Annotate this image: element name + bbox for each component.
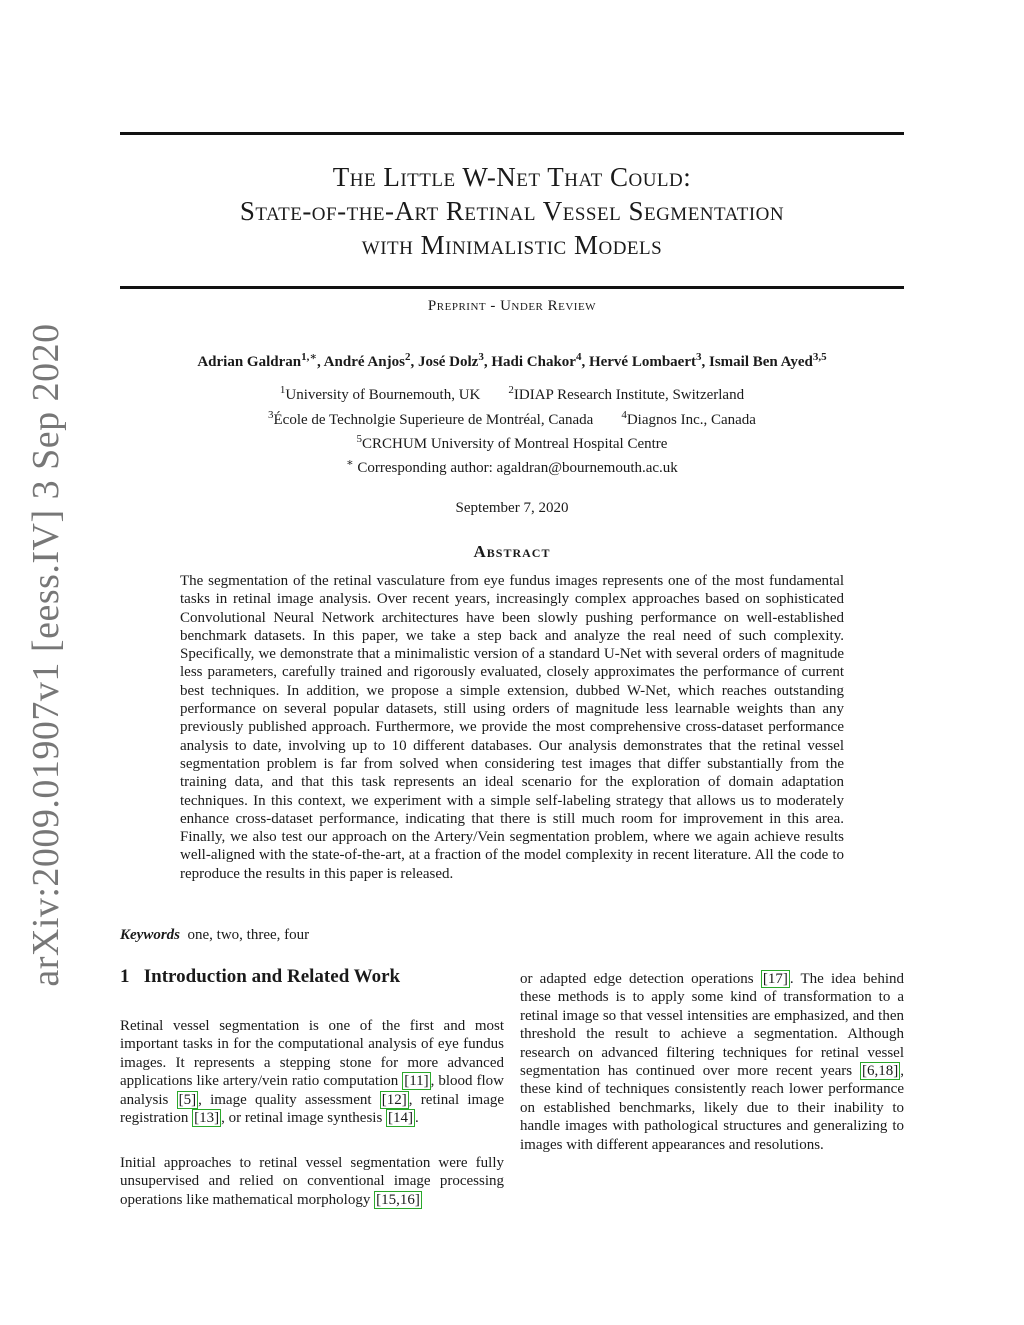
title-line-1: The Little W-Net That Could: <box>332 162 692 192</box>
author <box>323 351 418 370</box>
text-run: or adapted edge detection operations <box>520 971 761 987</box>
section-heading <box>120 966 400 988</box>
bottom-title-rule <box>120 286 904 289</box>
arxiv-stamp: arXiv:2009.01907v1 [eess.IV] 3 Sep 2020 <box>25 323 67 987</box>
paper-date: September 7, 2020 <box>455 500 569 516</box>
text-run: , these kind of techniques consistently reach lower performance on established benchmarks, likely due to their inability to handle images with pathological structures and generalizing to images with different appearances and resolutions. <box>520 1063 904 1153</box>
author-sep: , <box>701 354 709 370</box>
author-name: Adrian Galdran <box>197 354 302 370</box>
section-number: 1 <box>120 966 130 987</box>
citation-link[interactable]: [17] <box>762 971 788 987</box>
corresponding-author <box>120 456 904 477</box>
corresponding-text: Corresponding author: agaldran@bournemouth.ac.uk <box>357 460 678 476</box>
text-run: Retinal vessel segmentation is one of the first and most important tasks in for the computational analysis of eye fundus images. It represents a stepping stone for more advanced applications like artery/vein ratio computation <box>120 1018 504 1090</box>
text-run: , or retinal image synthesis <box>221 1110 387 1127</box>
author <box>491 351 589 370</box>
author-sep: , <box>483 354 492 370</box>
author-sup: 4 <box>575 351 582 363</box>
keywords-line <box>120 927 309 944</box>
keywords-label: Keywords <box>120 927 180 943</box>
affiliation-sup: 5 <box>356 433 363 445</box>
author <box>197 351 324 370</box>
affiliation-line-2 <box>120 409 904 429</box>
title-line-3: with Minimalistic Models <box>361 230 663 260</box>
citation-link[interactable]: [11] <box>404 1073 429 1090</box>
affiliation: IDIAP Research Institute, Switzerland <box>513 387 745 403</box>
author-sep: , <box>316 354 324 370</box>
intro-paragraph-2 <box>120 1154 504 1209</box>
keywords-value: one, two, three, four <box>187 927 310 943</box>
text-run: . The idea behind these methods is to apply some kind of transformation to a retinal image so that vessel intensities are emphasized, and then threshold the result to achieve a segmentation. Although research on advanced filtering techniques for retinal vessel segmentation has continued over more recent years <box>520 971 904 1080</box>
author <box>588 351 709 370</box>
author-sup: 2 <box>404 351 411 363</box>
affiliation-sup: 4 <box>621 409 627 421</box>
author-sep: , <box>581 354 589 370</box>
author <box>417 351 492 370</box>
author-list <box>120 350 904 371</box>
author-sup: 3 <box>696 351 702 363</box>
affiliation: University of Bournemouth, UK <box>285 387 481 403</box>
title-line-2: State-of-the-Art Retinal Vessel Segmentation <box>239 196 785 226</box>
abstract-heading: Abstract <box>473 542 551 561</box>
top-rule <box>120 132 904 135</box>
citation-link[interactable]: [13] <box>194 1110 220 1127</box>
affiliation-sup: 2 <box>508 384 514 396</box>
author-sep: , <box>410 354 418 370</box>
author <box>709 351 827 370</box>
author-name: Hadi Chakor <box>491 354 576 370</box>
intro-paragraph-1 <box>120 1017 504 1127</box>
citation-link[interactable]: [14] <box>388 1110 414 1127</box>
citation-link[interactable]: [15,16] <box>376 1191 420 1208</box>
citation-link[interactable]: [5] <box>178 1091 197 1108</box>
citation-link[interactable]: [6,18] <box>862 1063 899 1080</box>
section-title: Introduction and Related Work <box>143 966 401 987</box>
abstract-body: The segmentation of the retinal vasculature from eye fundus images represents one of the most fundamental tasks in retinal image analysis. Over recent years, increasingly complex approaches based on sophisticated Convolutional Neural Network architectures have been slowly pushing performance on well-established benchmark datasets. In this paper, we take a step back and analyze the real need of such complexity. Specifically, we demonstrate that a minimalistic version of a standard U-Net with several orders of magnitude less parameters, carefully trained and rigorously evaluated, closely approximates the performance of current best techniques. In addition, we propose a simple extension, dubbed W-Net, which reaches outstanding performance on several popular datasets, still using orders of magnitude less learnable weights than any previously published approach. Furthermore, we provide the most comprehensive cross-dataset performance analysis to date, involving up to 10 different databases. Our analysis demonstrates that the retinal vessel segmentation problem is far from solved when considering test images that differ substantially from the training data, and that this task represents an ideal scenario for the exploration of domain adaptation techniques. In this context, we experiment with a simple self-labeling strategy that allows us to moderately enhance cross-dataset performance, indicating that there is still much room for improvement in this area. Finally, we also test our approach on the Artery/Vein segmentation problem, where we again achieve results well-aligned with the state-of-the-art, at a fraction of the model complexity in recent literature. All the code to reproduce the results in this paper is released. <box>180 573 844 882</box>
affiliation-sup: 3 <box>268 409 274 421</box>
author-name: José Dolz <box>417 354 479 370</box>
corresponding-sup: ∗ <box>346 457 354 469</box>
citation-link[interactable]: [12] <box>381 1091 407 1108</box>
intro-paragraph-3 <box>520 970 904 1154</box>
affiliation: CRCHUM University of Montreal Hospital Centre <box>362 436 668 452</box>
author-sup: 1,∗ <box>301 351 317 363</box>
affiliation: École de Technolgie Superieure de Montréal, Canada <box>273 412 594 428</box>
author-name: Ismail Ben Ayed <box>709 354 813 370</box>
preprint-label: Preprint - Under Review <box>427 298 597 314</box>
text-run: Initial approaches to retinal vessel segmentation were fully unsupervised and relied on conventional image processing operations like mathematical morphology <box>120 1155 504 1208</box>
author-name: Hervé Lombaert <box>588 354 696 370</box>
affiliation: Diagnos Inc., Canada <box>626 412 756 428</box>
text-run: . <box>415 1110 419 1127</box>
author-sup: 3,5 <box>812 351 827 363</box>
text-run: , retinal image registration <box>120 1091 505 1127</box>
affiliation-sup: 1 <box>279 384 286 396</box>
affiliation-line-1 <box>120 384 904 404</box>
affiliation-line-3 <box>120 433 904 453</box>
text-run: , blood flow analysis <box>120 1073 504 1108</box>
author-sup: 3 <box>478 351 484 363</box>
author-name: André Anjos <box>323 354 405 370</box>
text-run: , image quality assessment <box>198 1091 380 1108</box>
